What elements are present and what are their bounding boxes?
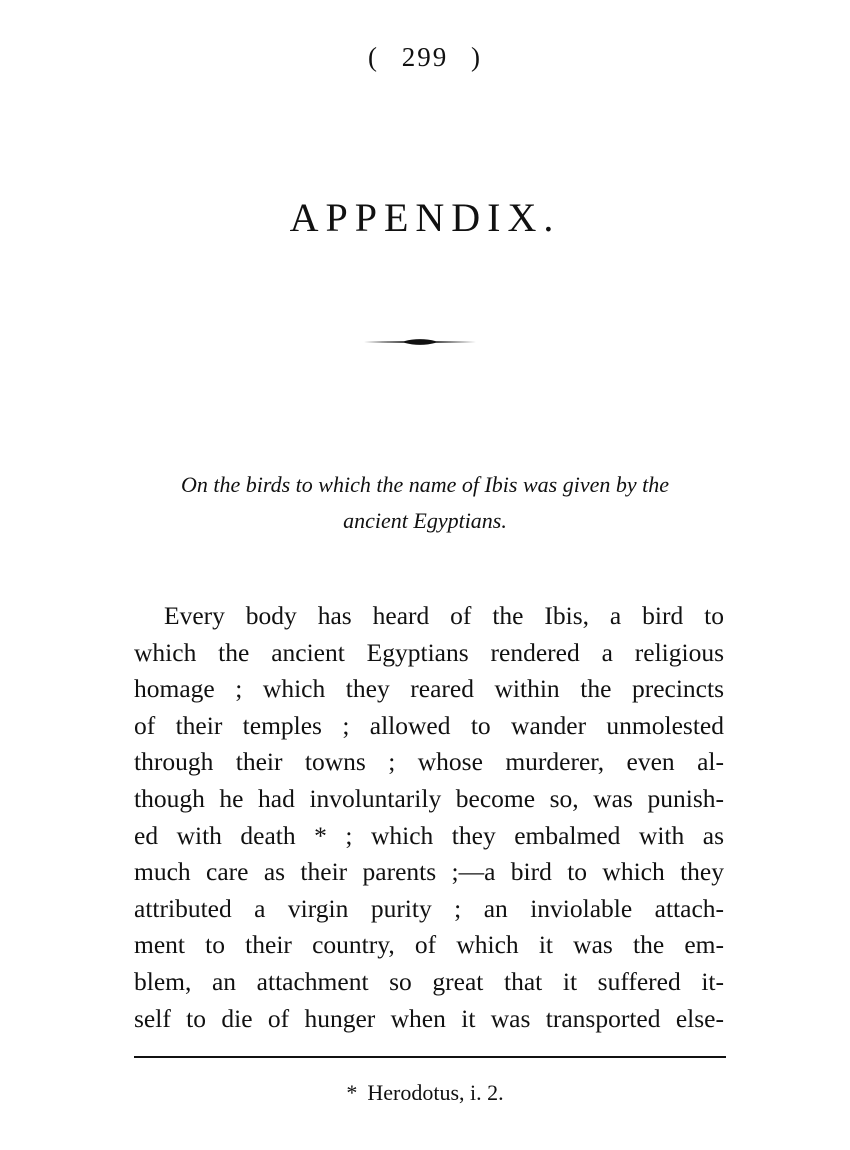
body-paragraph	[134, 598, 724, 1037]
footnote-text: Herodotus, i. 2.	[367, 1080, 504, 1105]
text-line: ed with death * ; which they embalmed with as	[134, 820, 724, 850]
subtitle-line-1: On the birds to which the name of Ibis was given by the	[180, 472, 669, 497]
footnote-divider	[134, 1056, 726, 1058]
text-line: Every body has heard of the Ibis, a bird to	[164, 601, 724, 630]
page-title: APPENDIX.	[289, 195, 561, 240]
text-line: through their towns ; whose murderer, even al-	[134, 747, 724, 777]
page-number: ( 299 )	[368, 42, 482, 72]
text-line: blem, an attachment so great that it suffered it-	[134, 966, 724, 996]
section-subtitle	[125, 467, 725, 539]
text-line: ment to their country, of which it was the em-	[134, 930, 724, 960]
text-line: of their temples ; allowed to wander unmolested	[134, 710, 724, 740]
footnote	[0, 1080, 850, 1106]
subtitle-line-2: ancient Egyptians.	[343, 508, 507, 533]
text-line: self to die of hunger when it was transported else-	[134, 1003, 724, 1033]
ornament-rule-icon	[364, 336, 476, 348]
text-line: much care as their parents ;—a bird to which they	[134, 857, 724, 887]
text-line: attributed a virgin purity ; an inviolable attach-	[134, 893, 724, 923]
text-line: homage ; which they reared within the precincts	[134, 674, 724, 704]
footnote-mark: *	[346, 1080, 358, 1105]
text-line: though he had involuntarily become so, was punish-	[134, 783, 724, 813]
text-line: which the ancient Egyptians rendered a religious	[134, 637, 724, 667]
